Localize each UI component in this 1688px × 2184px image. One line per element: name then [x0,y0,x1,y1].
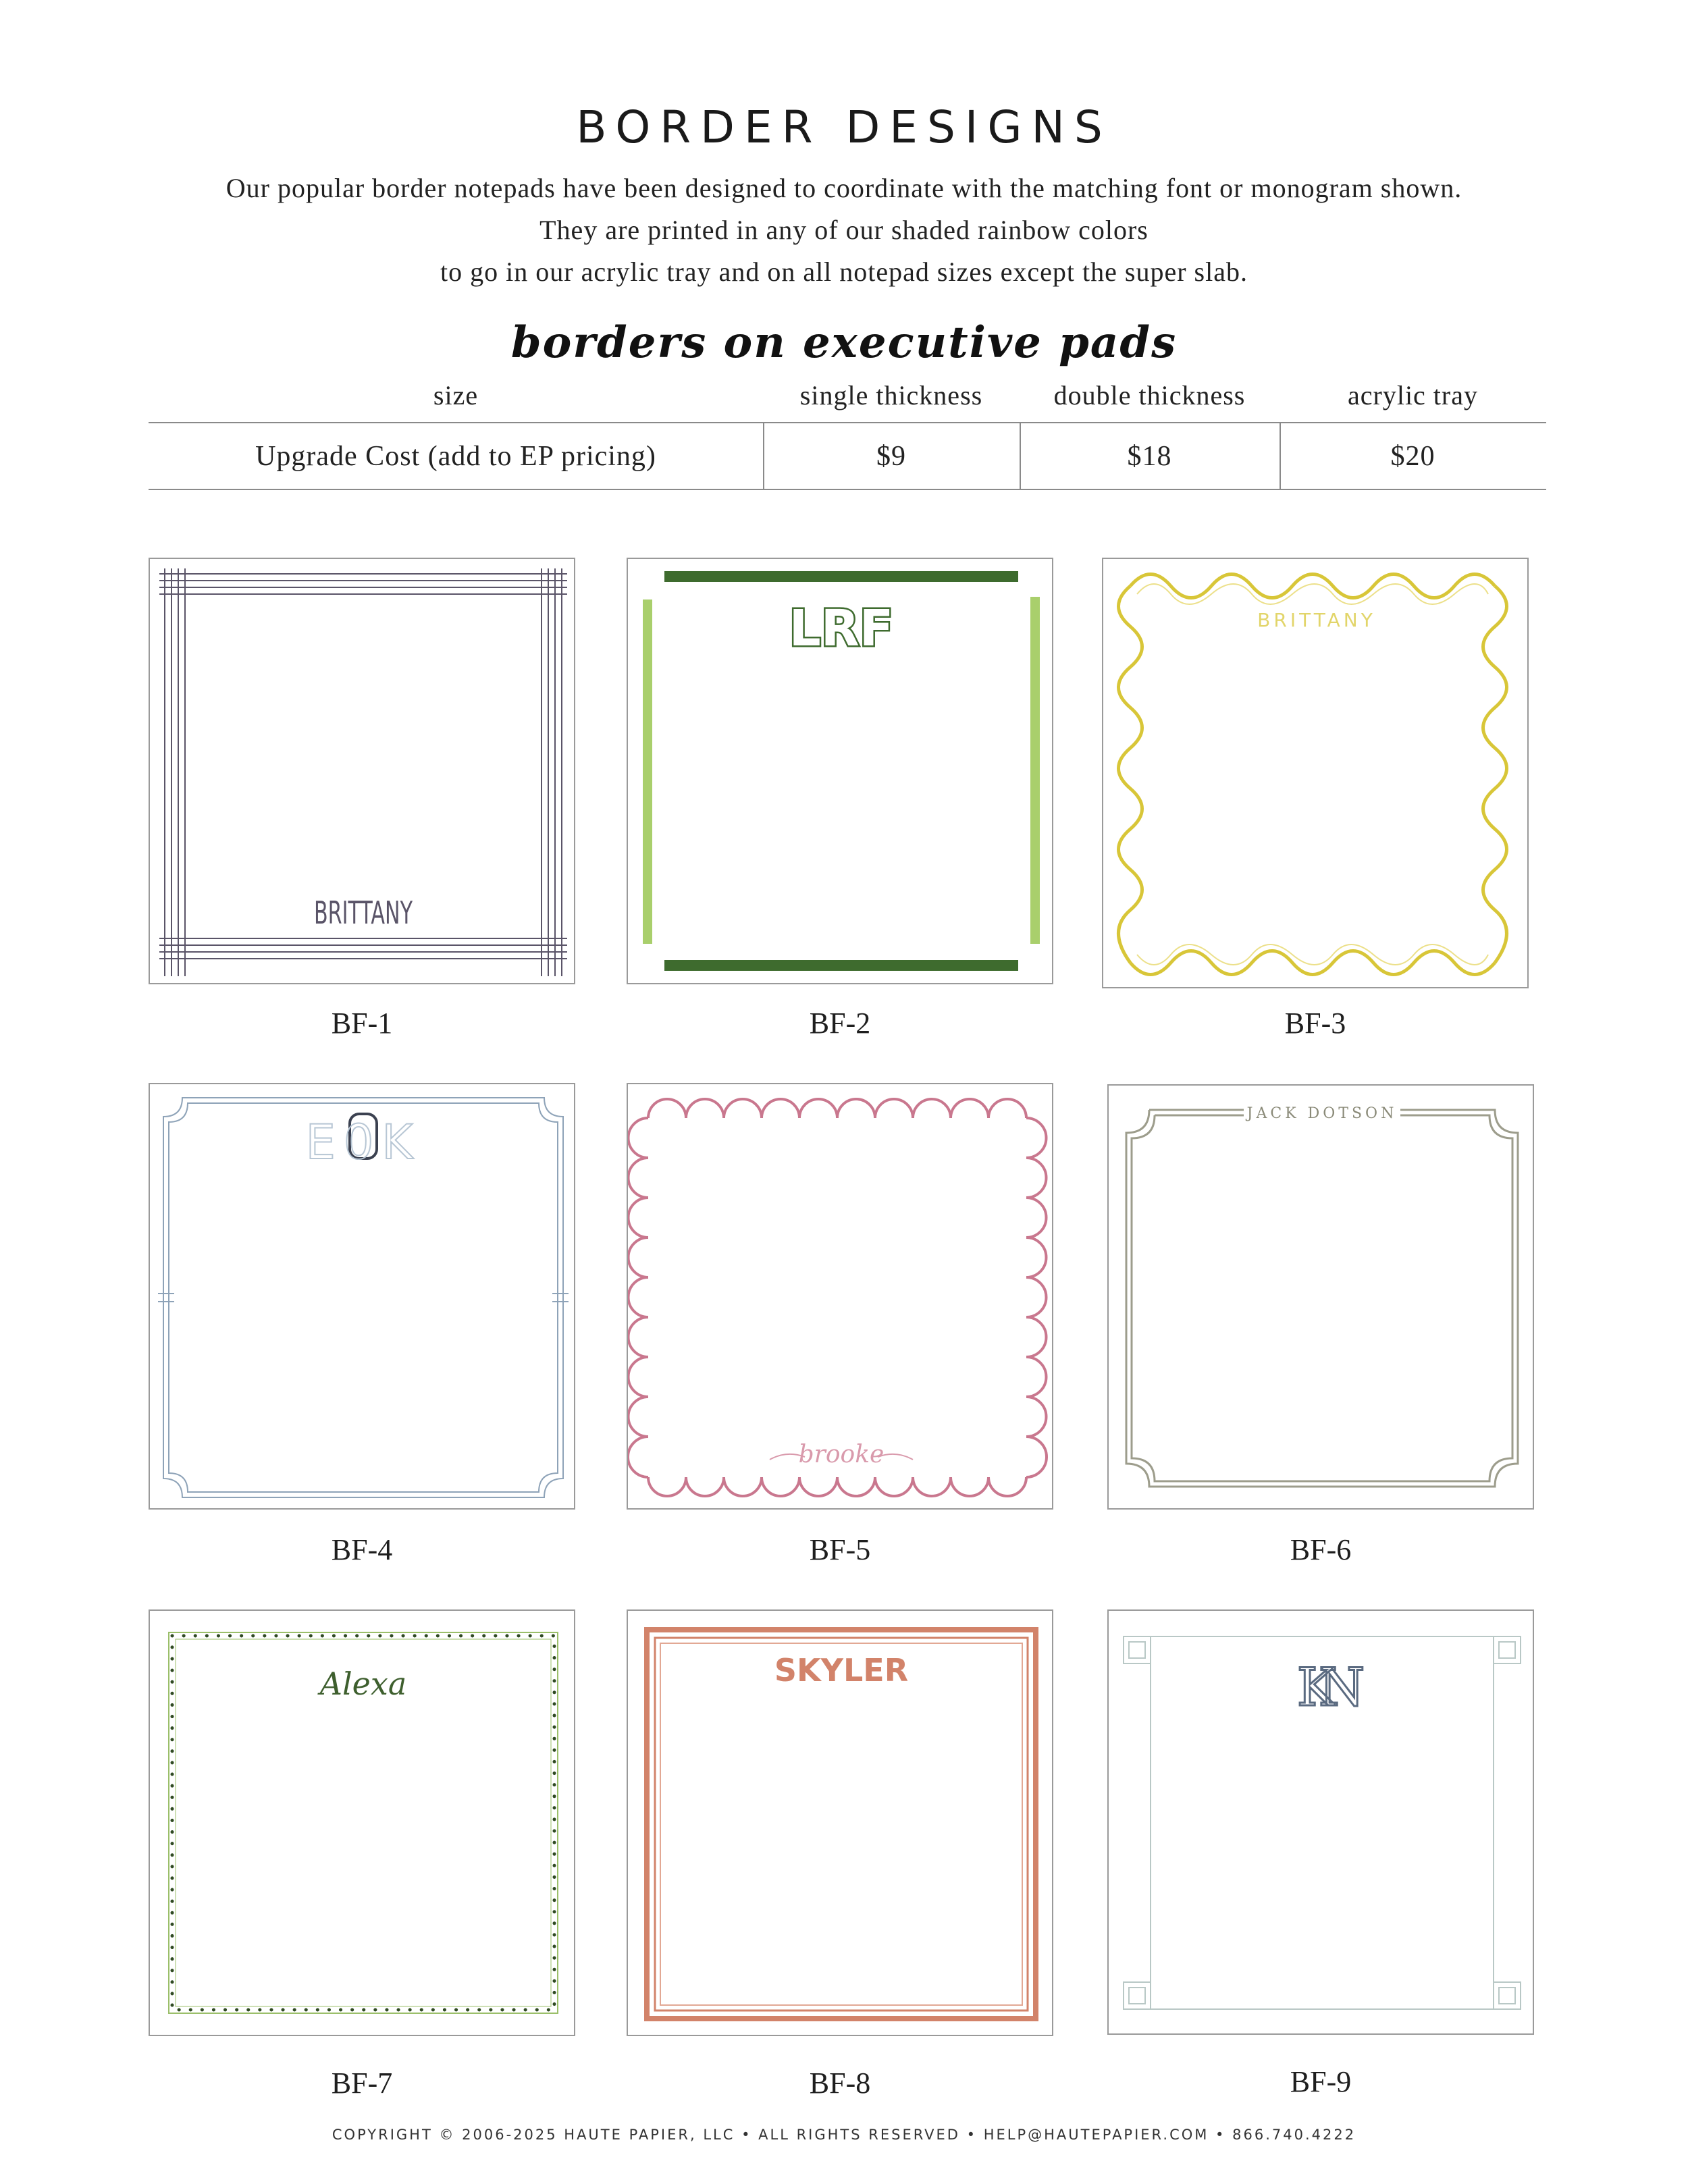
intro-line-3: to go in our acrylic tray and on all notepad sizes except the super slab. [440,257,1248,287]
bf-6-sample-text: JACK DOTSON [1246,1105,1398,1122]
bf-6-border [1109,1086,1535,1511]
design-card-bf-4 [149,1083,575,1510]
bf-5-label: BF-5 [809,1533,871,1566]
bf-4-border [150,1084,577,1511]
design-card-bf-7 [149,1609,575,2036]
footer-copyright: COPYRIGHT © 2006-2025 HAUTE PAPIER, LLC • ALL RIGHTS RESERVED • HELP@HAUTEPAPIER.COM • 866.740.4222 [332,2127,1356,2143]
bf-5-border [628,1084,1055,1511]
price-acrylic: $20 [1390,441,1435,472]
bf-6-label: BF-6 [1290,1533,1352,1566]
bf-2-monogram: LRF [789,600,894,658]
design-card-bf-1 [149,558,575,984]
bf-9-border [1109,1611,1535,2036]
bf-8-sample-text: SKYLER [774,1652,909,1688]
intro-line-2: They are printed in any of our shaded rainbow colors [539,215,1149,245]
design-card-bf-6 [1107,1084,1534,1510]
bf-3-border [1103,559,1530,990]
row-label: Upgrade Cost (add to EP pricing) [255,441,656,472]
column-header-double: double thickness [1053,380,1246,410]
bf-9-monogram: KN [1296,1657,1348,1718]
bf-7-sample-text: Alexa [319,1666,407,1702]
bf-4-monogram: E0K [305,1115,421,1170]
column-header-size: size [433,380,479,410]
bf-1-sample-text: BRITTANY [314,895,413,931]
bf-2-border [628,559,1055,986]
column-header-single: single thickness [799,380,983,410]
bf-3-sample-text: BRITTANY [1257,609,1376,631]
bf-9-label: BF-9 [1290,2065,1352,2098]
bf-7-border [150,1611,577,2037]
design-card-bf-3 [1102,558,1529,988]
design-card-bf-5 [627,1083,1053,1510]
table-rule-bottom [149,489,1546,490]
bf-4-label: BF-4 [331,1533,393,1566]
design-card-bf-9 [1107,1609,1534,2035]
bf-8-border [628,1611,1055,2037]
section-heading: borders on executive pads [510,317,1178,368]
bf-2-label: BF-2 [809,1007,871,1040]
design-card-bf-2 [627,558,1053,984]
column-header-acrylic: acrylic tray [1348,380,1478,410]
bf-1-border [150,559,577,986]
bf-3-label: BF-3 [1284,1007,1346,1040]
bf-7-label: BF-7 [331,2067,393,2100]
design-card-bf-8 [627,1609,1053,2036]
table-rule-top [149,422,1546,423]
page-title: BORDER DESIGNS [576,101,1112,153]
intro-line-1: Our popular border notepads have been designed to coordinate with the matching font or monogram shown. [226,173,1462,203]
price-double: $18 [1127,441,1172,472]
price-single: $9 [876,441,906,472]
bf-1-label: BF-1 [331,1007,393,1040]
bf-5-sample-text: brooke [798,1441,885,1468]
bf-8-label: BF-8 [809,2067,871,2100]
